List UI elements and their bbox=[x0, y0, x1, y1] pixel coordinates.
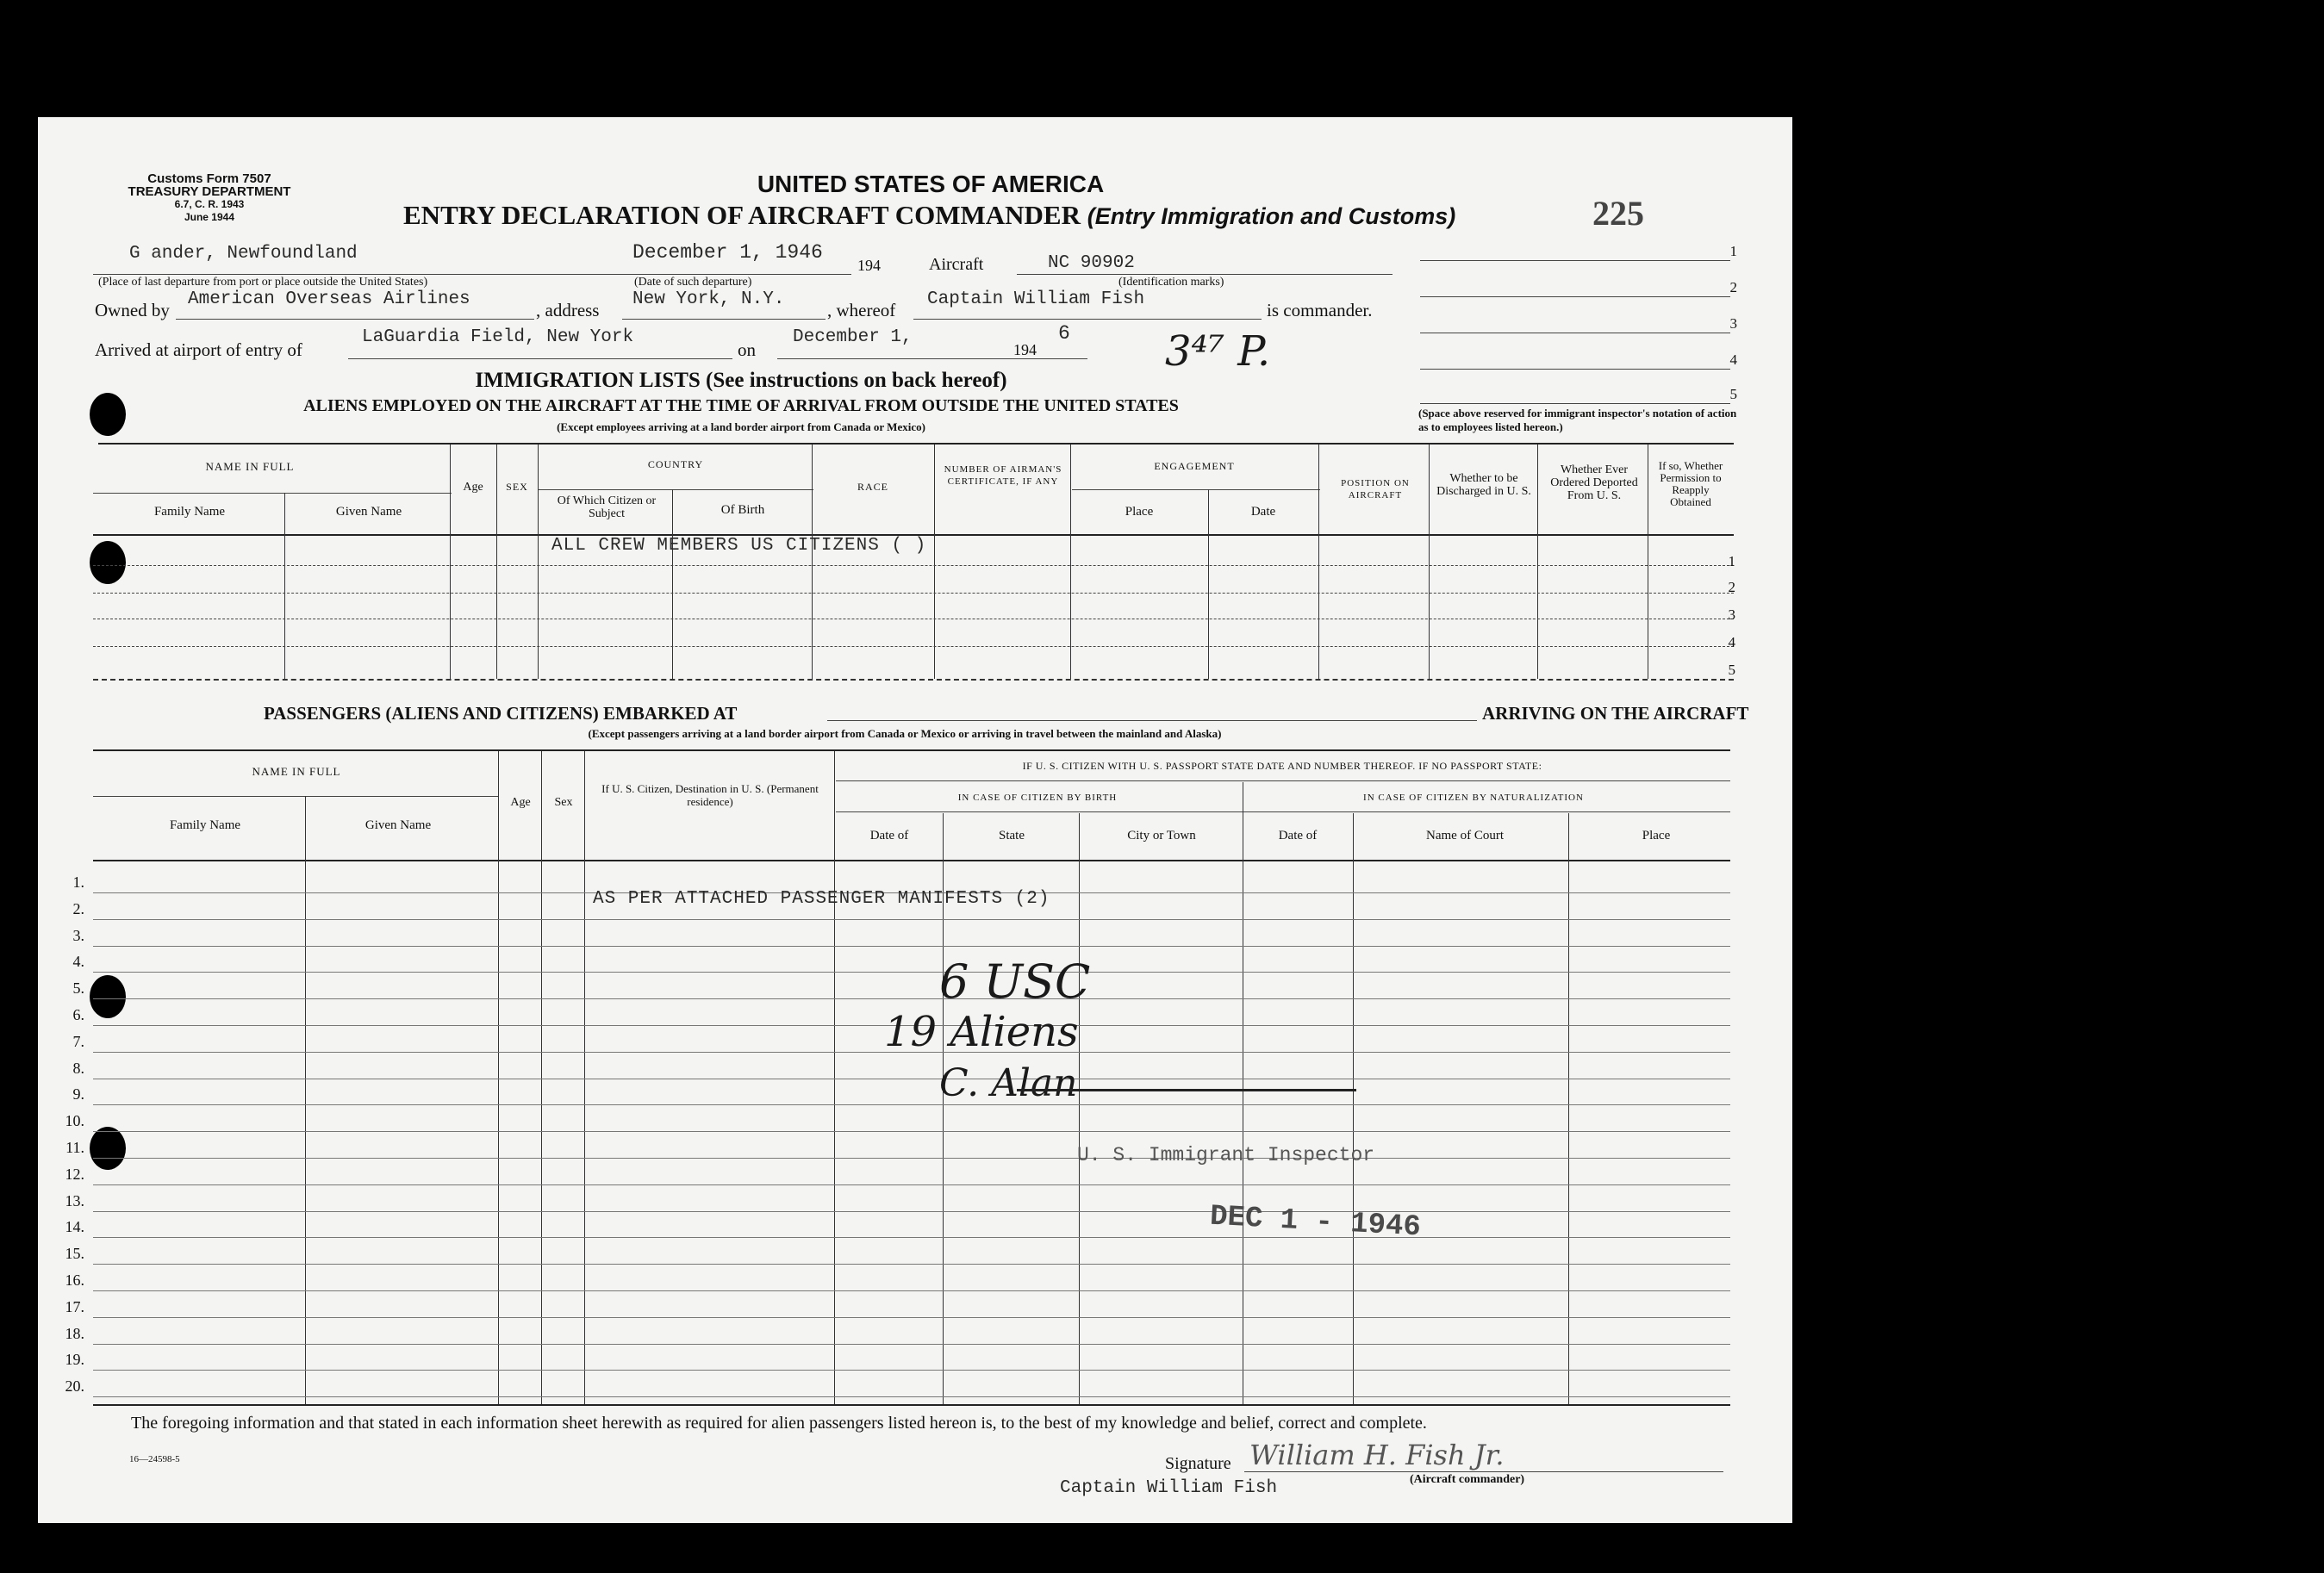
page-number: 225 bbox=[1592, 194, 1644, 233]
crew-name-in-full: NAME IN FULL bbox=[205, 460, 295, 473]
passenger-row-line bbox=[93, 1344, 1730, 1345]
panel-line-number: 4 bbox=[1729, 351, 1737, 368]
passenger-row-number: 4. bbox=[72, 953, 84, 970]
departure-date-caption: (Date of such departure) bbox=[634, 276, 752, 289]
passenger-row-number: 8. bbox=[72, 1060, 84, 1077]
passengers-note: (Except passengers arriving at a land border airport from Canada or Mexico or arriving in travel between the mainland and Alaska) bbox=[588, 727, 1222, 740]
aircraft-caption: (Identification marks) bbox=[1118, 276, 1224, 289]
form-identifier bbox=[102, 172, 317, 224]
departure-year-prefix: 194 bbox=[857, 257, 881, 274]
crew-reapply-permission: If so, Whether Permission to Reapply Obtained bbox=[1658, 459, 1723, 508]
address-label: , address bbox=[536, 300, 600, 320]
title-text: ENTRY DECLARATION OF AIRCRAFT COMMANDER bbox=[403, 200, 1081, 230]
aircraft-label: Aircraft bbox=[929, 255, 984, 274]
immigration-title: IMMIGRATION LISTS (See instructions on back hereof) bbox=[475, 369, 1007, 392]
passenger-row-line bbox=[93, 1211, 1730, 1212]
panel-line-number: 5 bbox=[1729, 386, 1737, 402]
crew-race: RACE bbox=[857, 481, 889, 493]
passenger-row-number: 10. bbox=[65, 1112, 84, 1129]
birth-state: State bbox=[999, 829, 1025, 842]
punch-hole bbox=[90, 975, 126, 1018]
is-commander-label: is commander. bbox=[1267, 300, 1373, 320]
owner-address: New York, N.Y. bbox=[632, 289, 785, 309]
passenger-name-in-full: NAME IN FULL bbox=[252, 765, 341, 778]
print-code: 16—24598-5 bbox=[129, 1454, 180, 1464]
passenger-row-number: 16. bbox=[65, 1271, 84, 1289]
immigration-subtitle: ALIENS EMPLOYED ON THE AIRCRAFT AT THE TIME OF ARRIVAL FROM OUTSIDE THE UNITED STATES bbox=[303, 396, 1179, 415]
department: TREASURY DEPARTMENT bbox=[128, 184, 291, 199]
passenger-row-number: 9. bbox=[72, 1085, 84, 1103]
departure-place: G ander, Newfoundland bbox=[129, 244, 358, 264]
title-paren: (Entry Immigration and Customs) bbox=[1087, 203, 1456, 229]
punch-hole bbox=[90, 1127, 126, 1170]
passenger-given-name: Given Name bbox=[364, 818, 432, 832]
passport-header: IF U. S. CITIZEN WITH U. S. PASSPORT STATE DATE AND NUMBER THEREOF. IF NO PASSPORT STATE: bbox=[1022, 760, 1542, 772]
inspector-stamp: U. S. Immigrant Inspector bbox=[1077, 1144, 1375, 1166]
passenger-row-line bbox=[93, 1370, 1730, 1371]
handwritten-citizen-count: 6 USC bbox=[939, 954, 1091, 1009]
passengers-heading-left: PASSENGERS (ALIENS AND CITIZENS) EMBARKED AT bbox=[264, 703, 738, 724]
arrival-year-prefix: 194 bbox=[1013, 341, 1037, 358]
passenger-row-line bbox=[93, 1290, 1730, 1291]
arrived-label: Arrived at airport of entry of bbox=[95, 339, 302, 360]
crew-country: COUNTRY bbox=[647, 458, 704, 470]
passenger-row-line bbox=[93, 972, 1730, 973]
passenger-row-line bbox=[93, 946, 1730, 947]
departure-date: December 1, 1946 bbox=[632, 241, 823, 264]
arrival-year-digit: 6 bbox=[1058, 322, 1070, 345]
passenger-row-number: 12. bbox=[65, 1166, 84, 1183]
passenger-sex: Sex bbox=[554, 796, 573, 809]
passenger-row-number: 6. bbox=[72, 1006, 84, 1023]
passenger-destination: If U. S. Citizen, Destination in U. S. (Permanent residence) bbox=[601, 782, 819, 808]
crew-engagement: ENGAGEMENT bbox=[1154, 460, 1235, 472]
birth-date-of: Date of bbox=[869, 829, 909, 842]
crew-age: Age bbox=[463, 481, 483, 494]
panel-line-number: 1 bbox=[1729, 243, 1737, 259]
passenger-row-number: 18. bbox=[65, 1325, 84, 1342]
crew-row-number: 2 bbox=[1728, 579, 1735, 595]
naturalization-date-of: Date of bbox=[1278, 829, 1318, 842]
form-name: Customs Form 7507 bbox=[147, 171, 271, 186]
crew-birth-country: Of Birth bbox=[720, 503, 765, 517]
crew-discharged: Whether to be Discharged in U. S. bbox=[1436, 472, 1531, 498]
passenger-family-name: Family Name bbox=[169, 818, 241, 832]
page-title bbox=[403, 200, 1455, 231]
commander-signature: William H. Fish Jr. bbox=[1249, 1439, 1505, 1471]
citizen-by-naturalization: IN CASE OF CITIZEN BY NATURALIZATION bbox=[1363, 793, 1584, 803]
whereof-label: , whereof bbox=[827, 300, 896, 320]
crew-deported: Whether Ever Ordered Deported From U. S. bbox=[1550, 463, 1638, 502]
arrival-time-note: 3⁴⁷ P. bbox=[1165, 327, 1271, 376]
passenger-row-number: 15. bbox=[65, 1245, 84, 1262]
passenger-row-number: 7. bbox=[72, 1033, 84, 1050]
form-date: June 1944 bbox=[184, 211, 235, 223]
crew-family-name: Family Name bbox=[153, 505, 226, 519]
passenger-row-line bbox=[93, 1237, 1730, 1238]
crew-row-number: 1 bbox=[1728, 553, 1735, 569]
on-label: on bbox=[738, 339, 756, 360]
crew-citizen-of: Of Which Citizen or Subject bbox=[557, 494, 657, 520]
passenger-row-line bbox=[93, 919, 1730, 920]
handwritten-alien-count: 19 Aliens bbox=[884, 1008, 1079, 1056]
crew-airman-cert: NUMBER OF AIRMAN'S CERTIFICATE, IF ANY bbox=[944, 464, 1062, 487]
immigration-note: (Except employees arriving at a land border airport from Canada or Mexico) bbox=[557, 420, 925, 433]
passenger-row-line bbox=[93, 1264, 1730, 1265]
commander-typed-name: Captain William Fish bbox=[1060, 1478, 1278, 1498]
owned-by-value: American Overseas Airlines bbox=[188, 289, 470, 309]
crew-entry: ALL CREW MEMBERS US CITIZENS ( ) bbox=[551, 536, 927, 556]
departure-place-caption: (Place of last departure from port or place outside the United States) bbox=[98, 276, 428, 289]
crew-row-number: 4 bbox=[1728, 634, 1735, 650]
passenger-row-number: 20. bbox=[65, 1377, 84, 1395]
passenger-row-number: 1. bbox=[72, 874, 84, 891]
panel-line-number: 2 bbox=[1729, 279, 1737, 295]
owned-by-label: Owned by bbox=[95, 300, 170, 320]
naturalization-court: Name of Court bbox=[1426, 829, 1504, 842]
crew-row-number: 5 bbox=[1728, 662, 1735, 678]
document-page bbox=[38, 117, 1792, 1523]
signature-label: Signature bbox=[1165, 1454, 1231, 1473]
arrival-airport: LaGuardia Field, New York bbox=[362, 327, 634, 347]
crew-row-number: 3 bbox=[1728, 606, 1735, 623]
date-stamp: DEC 1 - 1946 bbox=[1209, 1200, 1422, 1245]
passenger-entry: AS PER ATTACHED PASSENGER MANIFESTS (2) bbox=[593, 889, 1050, 909]
passengers-heading-right: ARRIVING ON THE AIRCRAFT bbox=[1482, 703, 1749, 724]
passenger-row-line bbox=[93, 1158, 1730, 1159]
crew-position: POSITION ON AIRCRAFT bbox=[1341, 478, 1410, 501]
citizen-by-birth: IN CASE OF CITIZEN BY BIRTH bbox=[957, 793, 1118, 803]
regulation: 6.7, C. R. 1943 bbox=[174, 198, 245, 210]
arrival-date: December 1, bbox=[793, 327, 913, 347]
punch-hole bbox=[90, 393, 126, 436]
passenger-row-number: 11. bbox=[65, 1139, 84, 1156]
passenger-row-line bbox=[93, 1396, 1730, 1397]
passenger-row-number: 13. bbox=[65, 1192, 84, 1209]
crew-engagement-date: Date bbox=[1250, 505, 1276, 519]
punch-hole bbox=[90, 541, 126, 584]
passenger-row-line bbox=[93, 1104, 1730, 1105]
passenger-row-number: 17. bbox=[65, 1298, 84, 1315]
declaration-text: The foregoing information and that stated in each information sheet herewith as required for alien passengers listed hereon is, to the best of my knowledge and belief, correct and complete. bbox=[131, 1414, 1427, 1433]
naturalization-place: Place bbox=[1642, 829, 1671, 842]
passenger-row-line bbox=[93, 1131, 1730, 1132]
commander-name: Captain William Fish bbox=[927, 289, 1145, 309]
country-heading: UNITED STATES OF AMERICA bbox=[757, 171, 1105, 197]
handwritten-initials: C. Alan bbox=[939, 1061, 1078, 1105]
passenger-row-line bbox=[93, 1317, 1730, 1318]
passenger-row-line bbox=[93, 1184, 1730, 1185]
panel-line-number: 3 bbox=[1729, 315, 1737, 332]
passenger-age: Age bbox=[510, 796, 531, 809]
birth-city: City or Town bbox=[1127, 829, 1196, 842]
passenger-row-number: 3. bbox=[72, 927, 84, 944]
side-panel-note: (Space above reserved for immigrant inspector's notation of action as to employees listed hereon.) bbox=[1418, 407, 1737, 433]
passenger-row-number: 5. bbox=[72, 979, 84, 997]
crew-sex: SEX bbox=[506, 481, 528, 493]
commander-caption: (Aircraft commander) bbox=[1410, 1473, 1525, 1486]
passenger-row-number: 19. bbox=[65, 1351, 84, 1368]
passenger-row-number: 2. bbox=[72, 900, 84, 917]
passenger-row-number: 14. bbox=[65, 1218, 84, 1235]
crew-engagement-place: Place bbox=[1125, 505, 1154, 519]
passenger-row-line bbox=[93, 998, 1730, 999]
aircraft-id: NC 90902 bbox=[1048, 253, 1135, 273]
crew-given-name: Given Name bbox=[335, 505, 402, 519]
